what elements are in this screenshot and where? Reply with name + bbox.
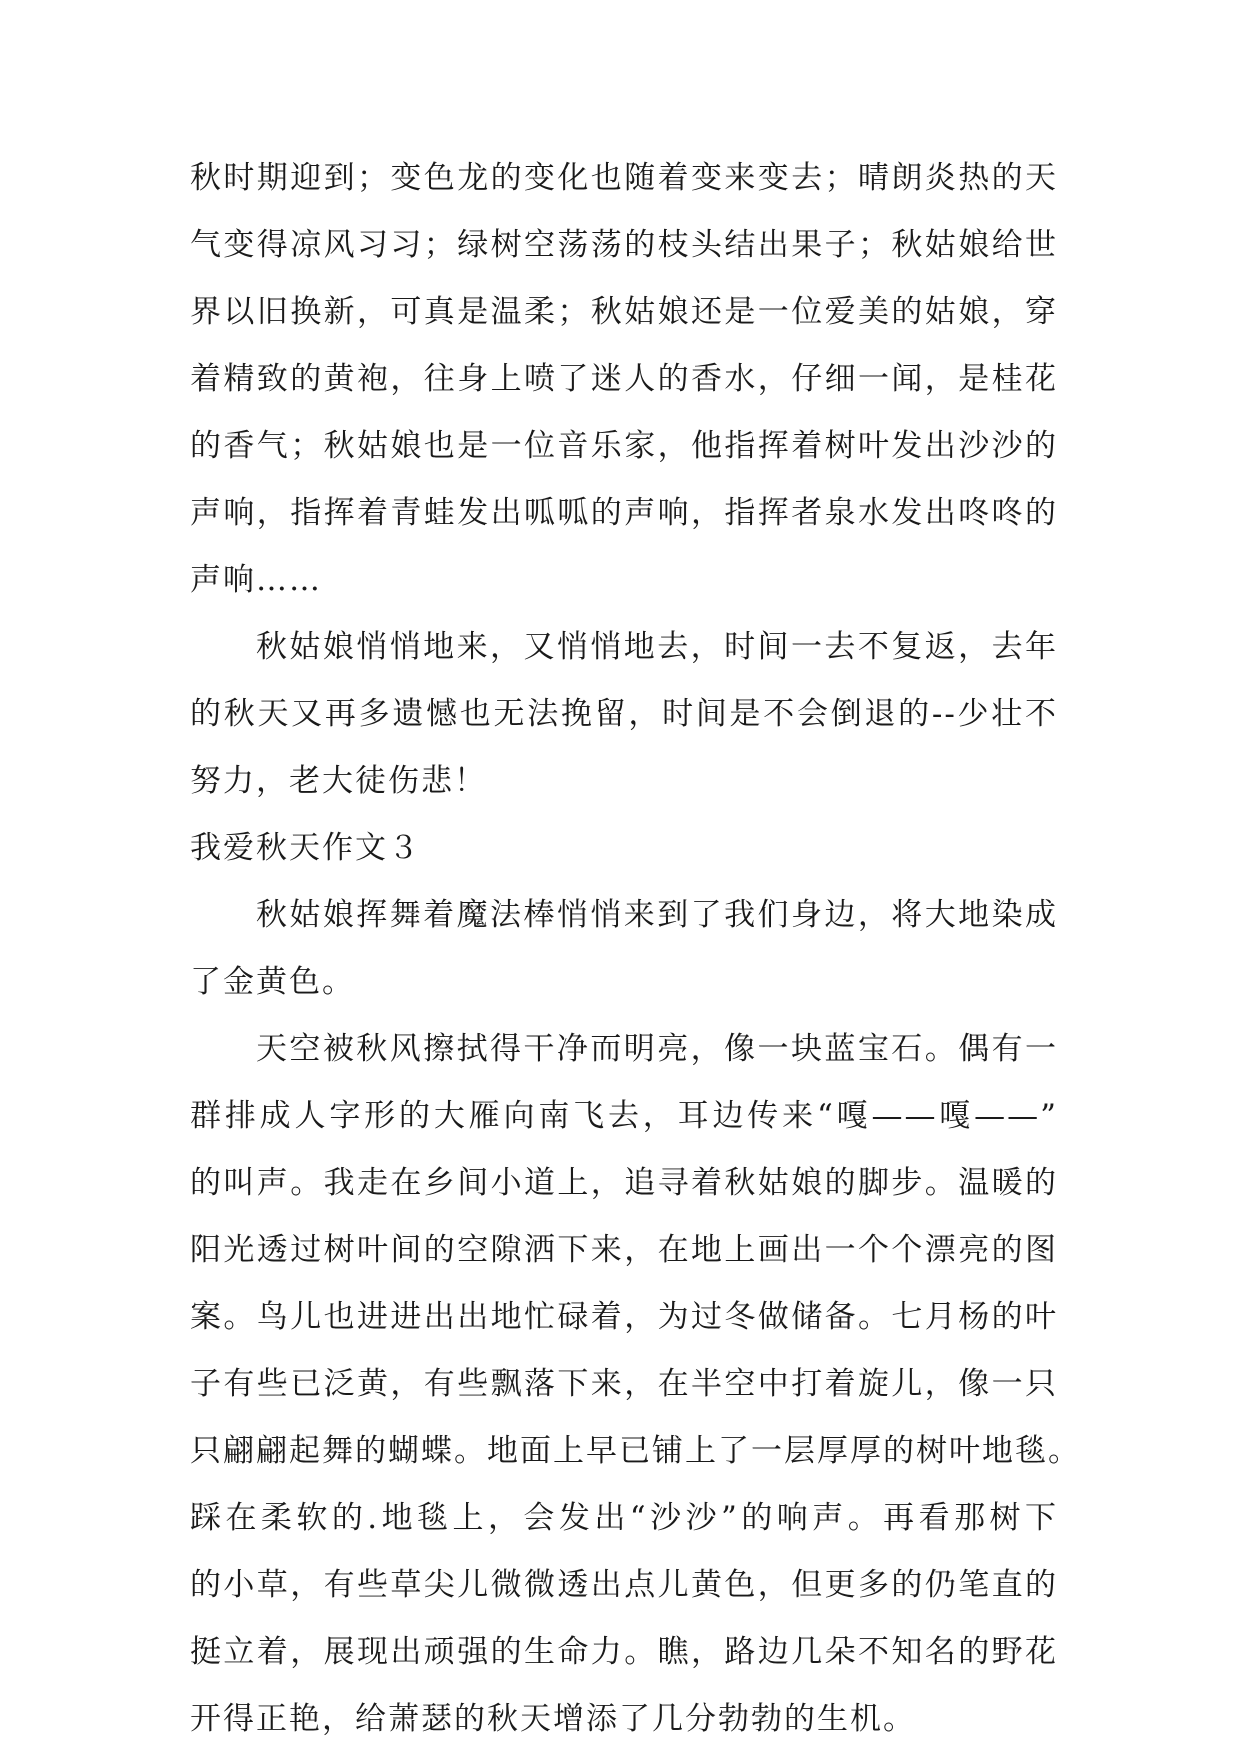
paragraph-2 xyxy=(190,614,1058,815)
text-line: 的小草，有些草尖儿微微透出点儿黄色，但更多的仍笔直的 xyxy=(190,1567,1058,1603)
text-line: 声响，指挥着青蛙发出呱呱的声响，指挥者泉水发出咚咚的 xyxy=(190,495,1058,531)
section-heading: 我爱秋天作文３ xyxy=(190,830,421,866)
text-line: 子有些已泛黄，有些飘落下来，在半空中打着旋儿，像一只 xyxy=(190,1366,1058,1402)
paragraph-3 xyxy=(190,882,1058,1016)
text-line: 案。鸟儿也进进出出地忙碌着，为过冬做储备。七月杨的叶 xyxy=(190,1299,1058,1335)
text-line: 着精致的黄袍，往身上喷了迷人的香水，仔细一闻，是桂花 xyxy=(190,361,1058,397)
text-line: 气变得凉风习习；绿树空荡荡的枝头结出果子；秋姑娘给世 xyxy=(190,227,1058,263)
text-line: 群排成人字形的大雁向南飞去，耳边传来“嘎——嘎——” xyxy=(190,1098,1058,1134)
text-line: 踩在柔软的.地毯上，会发出“沙沙”的响声。再看那树下 xyxy=(190,1500,1058,1536)
text-line: 天空被秋风擦拭得干净而明亮，像一块蓝宝石。偶有一 xyxy=(256,1031,1058,1067)
document-body xyxy=(190,145,1081,1753)
text-line: 界以旧换新，可真是温柔；秋姑娘还是一位爱美的姑娘，穿 xyxy=(190,294,1058,330)
text-line: 秋姑娘挥舞着魔法棒悄悄来到了我们身边，将大地染成 xyxy=(256,897,1058,933)
paragraph-1 xyxy=(190,145,1058,614)
text-line: 秋时期迎到；变色龙的变化也随着变来变去；晴朗炎热的天 xyxy=(190,160,1058,196)
text-line: 阳光透过树叶间的空隙洒下来，在地上画出一个个漂亮的图 xyxy=(190,1232,1058,1268)
text-line: 声响…… xyxy=(190,562,322,598)
text-line: 的香气；秋姑娘也是一位音乐家，他指挥着树叶发出沙沙的 xyxy=(190,428,1058,464)
text-line: 的叫声。我走在乡间小道上，追寻着秋姑娘的脚步。温暖的 xyxy=(190,1165,1058,1201)
text-line: 挺立着，展现出顽强的生命力。瞧，路边几朵不知名的野花 xyxy=(190,1634,1058,1670)
text-line: 了金黄色。 xyxy=(190,964,355,1000)
text-line: 努力，老大徒伤悲！ xyxy=(190,763,487,799)
text-line: 的秋天又再多遗憾也无法挽留，时间是不会倒退的--少壮不 xyxy=(190,696,1058,732)
text-line: 秋姑娘悄悄地来，又悄悄地去，时间一去不复返，去年 xyxy=(256,629,1058,665)
text-line: 只翩翩起舞的蝴蝶。地面上早已铺上了一层厚厚的树叶地毯。 xyxy=(190,1433,1081,1469)
text-line: 开得正艳，给萧瑟的秋天增添了几分勃勃的生机。 xyxy=(190,1701,916,1737)
paragraph-4 xyxy=(190,1016,1081,1753)
